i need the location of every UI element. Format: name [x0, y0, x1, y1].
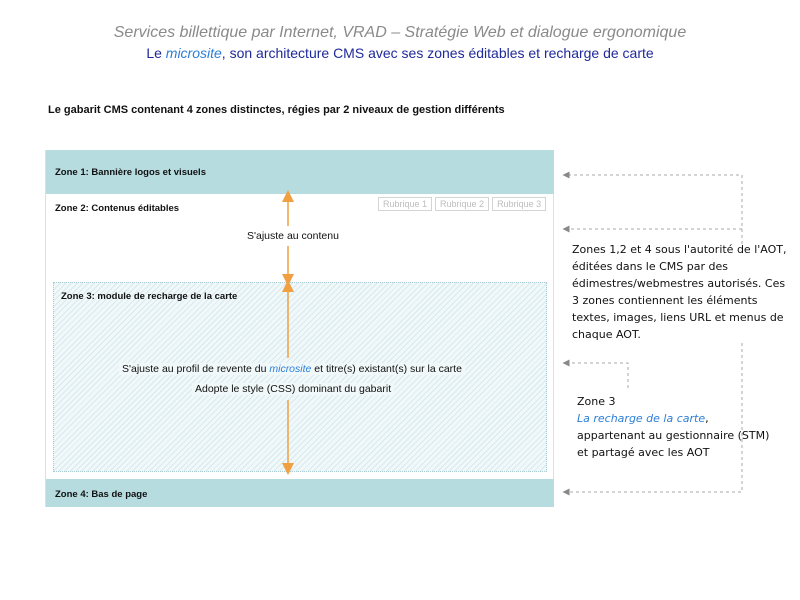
ajuste-profil-suffix: et titre(s) existant(s) sur la carte — [311, 363, 462, 375]
tab-rubrique-2[interactable]: Rubrique 2 — [435, 197, 489, 211]
zone3-label: Zone 3: module de recharge de la carte — [61, 291, 238, 302]
diagram-heading: Le gabarit CMS contenant 4 zones distinctes, régies par 2 niveaux de gestion différents — [48, 104, 505, 116]
note-zone3-highlight: La recharge de la carte — [577, 412, 706, 425]
adopte-style-label: Adopte le style (CSS) dominant du gabarit — [192, 383, 394, 395]
zone1-label: Zone 1: Bannière logos et visuels — [55, 167, 206, 178]
zone2-label: Zone 2: Contenus éditables — [55, 203, 180, 214]
note-zone3-title: Zone 3 — [577, 395, 616, 408]
note-zone3-text: , appartenant au gestionnaire (STM) et partagé avec les AOT — [577, 412, 770, 459]
ajuste-profil-microsite: microsite — [269, 363, 312, 375]
page-title: Services billettique par Internet, VRAD – Stratégie Web et dialogue ergonomique — [113, 24, 687, 41]
connector-zones-1-2-4 — [566, 175, 742, 244]
ajuste-profil-label — [119, 363, 465, 375]
subtitle-prefix: Le — [146, 45, 166, 61]
connector-zone3 — [566, 363, 628, 388]
subtitle-suffix: , son architecture CMS avec ses zones éditables et recharge de carte — [221, 45, 654, 61]
ajuste-contenu-label: S'ajuste au contenu — [247, 230, 339, 242]
zone4-label: Zone 4: Bas de page — [55, 489, 148, 500]
note-zones-1-2-4: Zones 1,2 et 4 sous l'autorité de l'AOT, éditées dans le CMS par des édimestres/webmestres autorisés. Ces 3 zones contiennent les éléments textes, images, liens URL et menus de chaque AOT. — [572, 243, 787, 341]
tab-rubrique-1[interactable]: Rubrique 1 — [378, 197, 432, 211]
note-zone3 — [577, 393, 777, 461]
tab-rubrique-3[interactable]: Rubrique 3 — [492, 197, 546, 211]
ajuste-profil-prefix: S'ajuste au profil de revente du — [122, 363, 270, 375]
subtitle-microsite: microsite — [165, 45, 222, 61]
